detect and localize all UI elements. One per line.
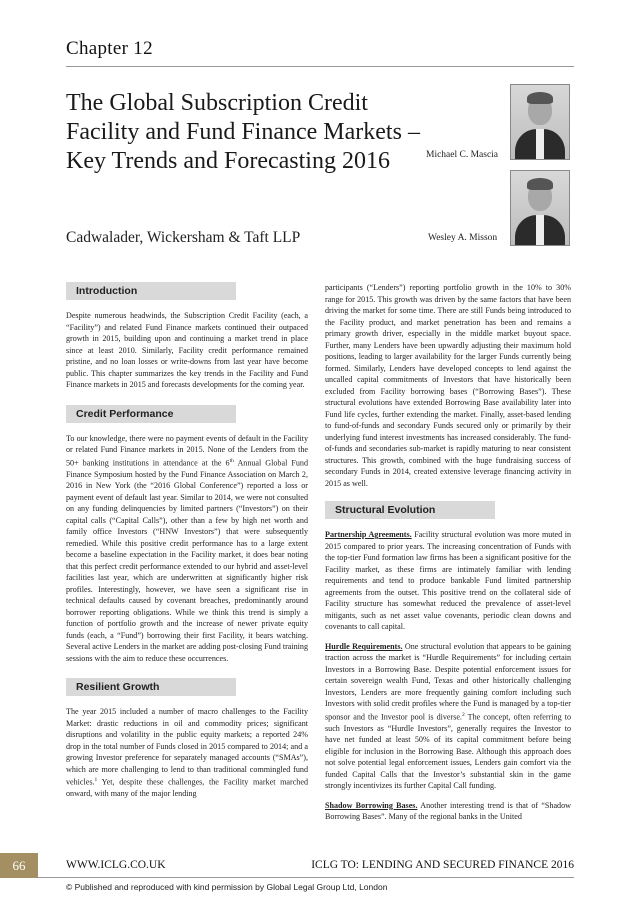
left-column xyxy=(66,282,308,808)
publication-title: ICLG TO: LENDING AND SECURED FINANCE 2016 xyxy=(311,859,574,871)
section-heading-resilient-growth: Resilient Growth xyxy=(66,678,236,696)
website-url: WWW.ICLG.CO.UK xyxy=(66,859,166,871)
continued-paragraph: participants (“Lenders”) reporting portfolio growth in the 10% to 30% range for 2015. This growth was driven by the same factors that have been driving the market for some time. There are still Funds being introduced to the Facility product, and market penetration has been and remains a primary growth driver, especially in the middle market buyout space. Further, many Lenders have been upwardly adjusting their maximum hold positions, leading to larger availability for the larger Funds currently being formed. Similarly, Lenders have developed concepts to lend against the uncalled capital commitments of Investors that have historically been excluded from Facility borrowing bases (“Borrowing Bases”). These structural evolutions have extended Borrowing Base availability later into Fund life cycles, further extending the market. Finally, asset-based lending to fund-of-funds and secondary Funds secured only or primarily by their underlying fund interest investments has increased considerably. The fund-of-funds and secondaries sub-market is rapidly maturing to near consistent structures. This growth, combined with the huge fundraising success of secondary Funds in 2014, created extensive leverage financing activity in 2015 as well. xyxy=(325,283,571,488)
author-name: Wesley A. Misson xyxy=(428,233,498,243)
chapter-label: Chapter 12 xyxy=(66,38,153,59)
section-heading-introduction: Introduction xyxy=(66,282,236,300)
right-column xyxy=(325,282,571,831)
resilient-growth-paragraph: The year 2015 included a number of macro challenges to the Facility Market: drastic reductions in oil and commodity prices; significant disruptions and volatility in the public equity markets; a reported 24% drop in the total number of Funds closed in 2015 compared to 2014; and a growing Investor preference for separately managed accounts (“SMAs”), which are more challenging to lend to than traditional commingled fund vehicles.$^1$ Yet, despite these challenges, the Facility market marched onward, with many of the major lending xyxy=(66,707,308,799)
copyright-notice: © Published and reproduced with kind permission by Global Legal Group Ltd, London xyxy=(66,882,388,892)
header-rule xyxy=(66,66,574,67)
author-photo-mascia xyxy=(510,84,570,160)
section-heading-structural-evolution: Structural Evolution xyxy=(325,501,495,519)
author-name: Michael C. Mascia xyxy=(426,150,499,160)
shadow-borrowing-bases-paragraph: Shadow Borrowing Bases. Another interesting trend is that of “Shadow Borrowing Bases”. Many of the regional banks in the United xyxy=(325,800,571,822)
chapter-title: The Global Subscription Credit Facility and Fund Finance Markets – Key Trends and Forecasting 2016 xyxy=(66,90,420,174)
partnership-agreements-paragraph: Partnership Agreements. Facility structural evolution was more muted in 2015 compared to prior years. The increasing concentration of Funds with the top-tier Fund formation law firms has been a significant positive for the Facility market, as these firms are intimately familiar with lending requirements and tend to produce bankable Fund limited partnership agreements from the outset. This positive trend on the collateral side of Facility structure has somewhat reduced the prevalence of asset-level mitigants, such as net asset value covenants, periodic clean downs and covenants to call capital. xyxy=(325,530,572,631)
law-firm-name: Cadwalader, Wickersham & Taft LLP xyxy=(66,229,301,246)
footer-rule xyxy=(38,877,574,878)
page-number: 66 xyxy=(0,853,38,878)
author-photo-misson xyxy=(510,170,570,246)
section-heading-credit-performance: Credit Performance xyxy=(66,405,236,423)
hurdle-requirements-paragraph: Hurdle Requirements. One structural evolution that appears to be gaining traction across the market is “Hurdle Requirements” for including certain Investors in a Borrowing Base. Despite potential enforcement issues for certain sovereign wealth Fund, Texas and other historically challenging Investors, Lenders are more frequently gaining comfort including such Investors with solid credit profiles where the Fund is managed by a top-tier sponsor and the Investor pool is diverse.$^2$ The concept, often referring to such Investors as “Hurdle Investors”, generally requires the Investor to have net funded at least 50% of its capital commitment before being eligible for inclusion in the Borrowing Base. Although this approach does not solve potential legal enforcement issues, Lenders gain comfort via the funded Capital Calls that the Investor’s substantial skin in the game strongly incentivizes its further Capital Call funding. xyxy=(325,641,572,791)
introduction-paragraph: Despite numerous headwinds, the Subscription Credit Facility (each, a “Facility”) and related Fund Finance markets continued their outpaced growth in 2015, building upon and continuing a market trend in place since at least 2010. Similarly, Facility credit performance remained pristine, and no loan losses or write-downs from last year have become public. This chapter summarizes the key trends in the Facility and Fund Finance markets in 2015 and forecasts developments for the coming year. xyxy=(66,311,308,389)
credit-performance-paragraph: To our knowledge, there were no payment events of default in the Facility or related Fund Finance markets in 2015. None of the Lenders from the 50+ banking institutions in attendance at the 6th Annual Global Fund Finance Symposium hosted by the Fund Finance Association on March 2, 2016 in New York (the “2016 Global Conference”) reported a loss or payment event of default last year. Similar to 2014, we were not consulted on any funding delinquencies by limited partners (“Investors”) on their capital calls (“Capital Calls”), other than a few by high net worth and family office Investors (“HNW Investors”) that were subsequently remedied. While this positive credit performance has to a large extent become a baseline expectation in the Facility market, it does bear noting that this perfect credit performance extended to our hybrid and asset-level facilities last year, which are underwritten at significantly higher risk profiles. Interestingly, however, we have seen a significant rise in technical defaults caused by covenant breaches, predominantly around borrower reporting obligations. While we think this trend is simply a function of portfolio growth and the increase of newer private equity funds (each, a “Fund”) borrowing their first Facility, it bears watching. Several active Lenders in the market are adding post-closing Fund training sessions with the aim to reduce these occurrences. xyxy=(66,433,308,663)
